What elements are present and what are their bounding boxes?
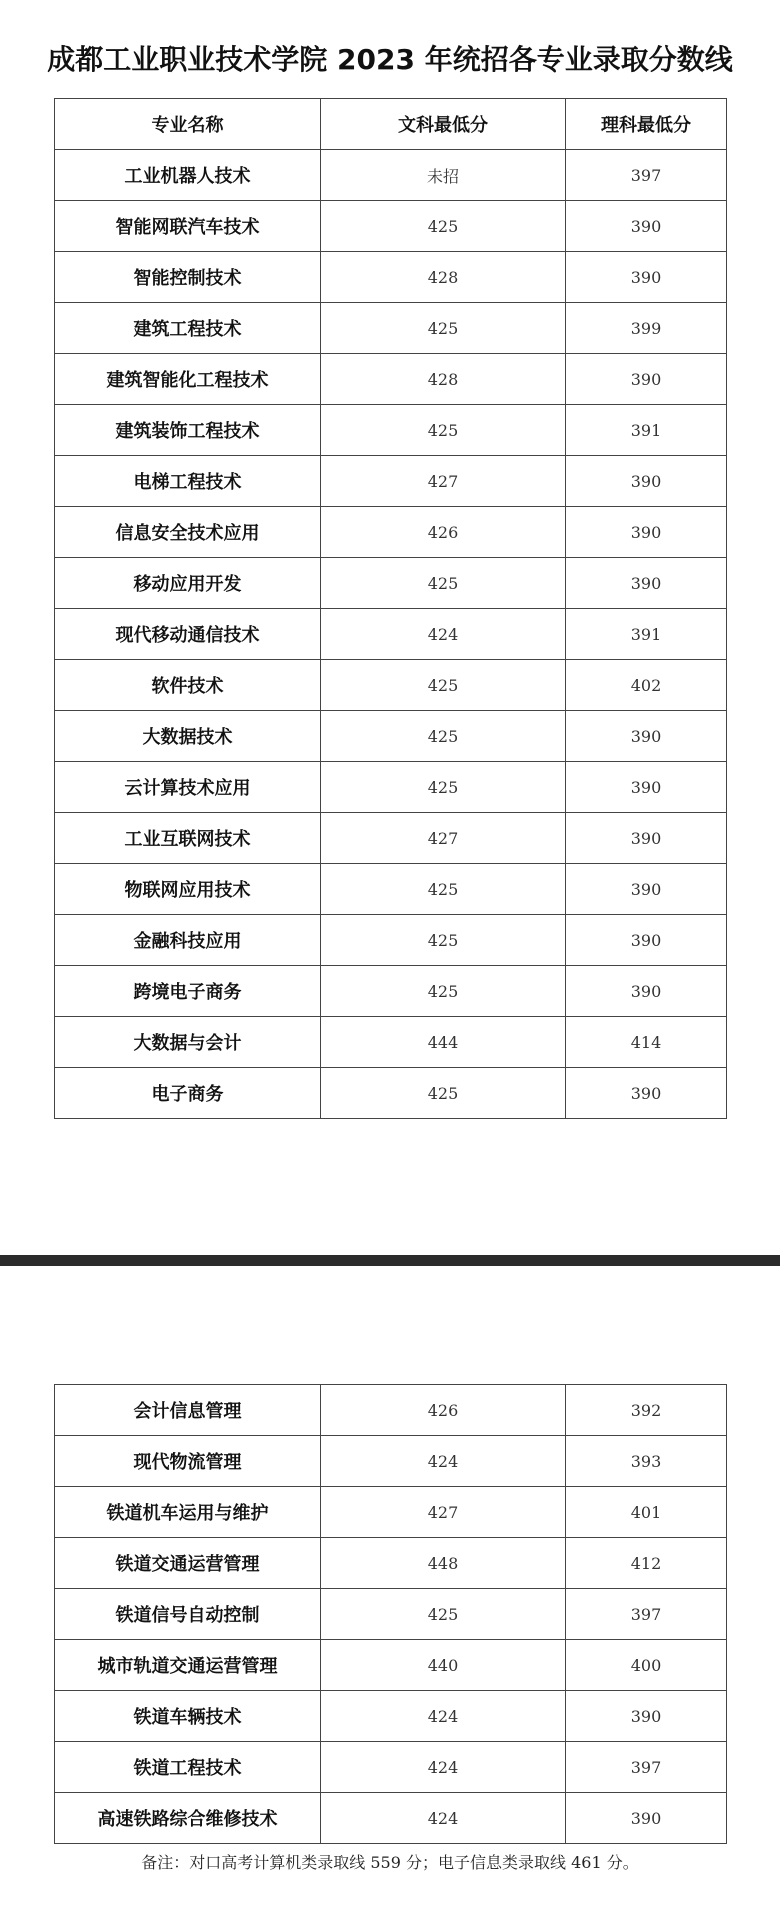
table-row <box>55 201 727 252</box>
arts-min-score-cell: 425 <box>321 558 566 609</box>
arts-min-score-cell: 427 <box>321 813 566 864</box>
science-min-score-cell: 390 <box>566 1691 727 1742</box>
science-min-score-cell: 397 <box>566 150 727 201</box>
page-title: 成都工业职业技术学院 2023 年统招各专业录取分数线 <box>47 43 733 76</box>
arts-min-score-cell: 425 <box>321 660 566 711</box>
science-min-score-cell: 414 <box>566 1017 727 1068</box>
science-min-score-cell: 390 <box>566 966 727 1017</box>
major-name-cell: 金融科技应用 <box>55 915 321 966</box>
arts-min-score-cell: 425 <box>321 711 566 762</box>
major-name-cell: 铁道交通运营管理 <box>55 1538 321 1589</box>
table-row <box>55 150 727 201</box>
science-min-score-cell: 392 <box>566 1385 727 1436</box>
science-min-score-cell: 390 <box>566 813 727 864</box>
major-name-cell: 铁道信号自动控制 <box>55 1589 321 1640</box>
arts-min-score-cell: 未招 <box>321 150 566 201</box>
science-min-score-cell: 397 <box>566 1589 727 1640</box>
science-min-score-cell: 390 <box>566 558 727 609</box>
arts-min-score-cell: 440 <box>321 1640 566 1691</box>
major-name-cell: 大数据与会计 <box>55 1017 321 1068</box>
major-name-cell: 城市轨道交通运营管理 <box>55 1640 321 1691</box>
science-min-score-cell: 412 <box>566 1538 727 1589</box>
header-major: 专业名称 <box>55 99 321 150</box>
table-row <box>55 354 727 405</box>
science-min-score-cell: 390 <box>566 864 727 915</box>
table-row <box>55 813 727 864</box>
table-row <box>55 1487 727 1538</box>
arts-min-score-cell: 424 <box>321 1436 566 1487</box>
table-row <box>55 1691 727 1742</box>
table-header-row <box>55 99 727 150</box>
table-row <box>55 558 727 609</box>
science-min-score-cell: 391 <box>566 405 727 456</box>
major-name-cell: 铁道工程技术 <box>55 1742 321 1793</box>
arts-min-score-cell: 425 <box>321 1068 566 1119</box>
table-row <box>55 1589 727 1640</box>
major-name-cell: 铁道机车运用与维护 <box>55 1487 321 1538</box>
arts-min-score-cell: 425 <box>321 762 566 813</box>
science-min-score-cell: 393 <box>566 1436 727 1487</box>
arts-min-score-cell: 425 <box>321 864 566 915</box>
arts-min-score-cell: 448 <box>321 1538 566 1589</box>
science-min-score-cell: 390 <box>566 1068 727 1119</box>
table-row <box>55 1538 727 1589</box>
table-row <box>55 405 727 456</box>
arts-min-score-cell: 425 <box>321 915 566 966</box>
major-name-cell: 工业互联网技术 <box>55 813 321 864</box>
major-name-cell: 建筑智能化工程技术 <box>55 354 321 405</box>
major-name-cell: 建筑工程技术 <box>55 303 321 354</box>
arts-min-score-cell: 425 <box>321 201 566 252</box>
table-row <box>55 456 727 507</box>
arts-min-score-cell: 425 <box>321 405 566 456</box>
science-min-score-cell: 400 <box>566 1640 727 1691</box>
arts-min-score-cell: 427 <box>321 456 566 507</box>
table-row <box>55 660 727 711</box>
arts-min-score-cell: 425 <box>321 303 566 354</box>
science-min-score-cell: 401 <box>566 1487 727 1538</box>
major-name-cell: 智能控制技术 <box>55 252 321 303</box>
table-row <box>55 1640 727 1691</box>
science-min-score-cell: 390 <box>566 507 727 558</box>
table-row <box>55 1017 727 1068</box>
arts-min-score-cell: 428 <box>321 354 566 405</box>
science-min-score-cell: 390 <box>566 711 727 762</box>
table-row <box>55 1742 727 1793</box>
table-row <box>55 762 727 813</box>
table-row <box>55 609 727 660</box>
major-name-cell: 云计算技术应用 <box>55 762 321 813</box>
major-name-cell: 信息安全技术应用 <box>55 507 321 558</box>
table-row <box>55 1793 727 1844</box>
table-row <box>55 303 727 354</box>
arts-min-score-cell: 424 <box>321 1691 566 1742</box>
science-min-score-cell: 390 <box>566 252 727 303</box>
table-row <box>55 915 727 966</box>
arts-min-score-cell: 424 <box>321 1742 566 1793</box>
footnote: 备注：对口高考计算机类录取线 559 分；电子信息类录取线 461 分。 <box>141 1853 639 1872</box>
major-name-cell: 电子商务 <box>55 1068 321 1119</box>
major-name-cell: 跨境电子商务 <box>55 966 321 1017</box>
major-name-cell: 工业机器人技术 <box>55 150 321 201</box>
major-name-cell: 现代物流管理 <box>55 1436 321 1487</box>
header-science-min: 理科最低分 <box>566 99 727 150</box>
table-row <box>55 1068 727 1119</box>
arts-min-score-cell: 426 <box>321 507 566 558</box>
table-row <box>55 1385 727 1436</box>
table-row <box>55 966 727 1017</box>
major-name-cell: 高速铁路综合维修技术 <box>55 1793 321 1844</box>
science-min-score-cell: 390 <box>566 1793 727 1844</box>
score-table-top <box>54 98 727 1119</box>
science-min-score-cell: 390 <box>566 354 727 405</box>
major-name-cell: 软件技术 <box>55 660 321 711</box>
section-divider <box>0 1255 780 1266</box>
science-min-score-cell: 390 <box>566 456 727 507</box>
table-row <box>55 711 727 762</box>
arts-min-score-cell: 424 <box>321 609 566 660</box>
major-name-cell: 大数据技术 <box>55 711 321 762</box>
table-row <box>55 1436 727 1487</box>
science-min-score-cell: 391 <box>566 609 727 660</box>
science-min-score-cell: 390 <box>566 915 727 966</box>
table-row <box>55 252 727 303</box>
major-name-cell: 电梯工程技术 <box>55 456 321 507</box>
major-name-cell: 会计信息管理 <box>55 1385 321 1436</box>
major-name-cell: 铁道车辆技术 <box>55 1691 321 1742</box>
score-table-bottom <box>54 1384 727 1844</box>
arts-min-score-cell: 425 <box>321 1589 566 1640</box>
table-row <box>55 507 727 558</box>
major-name-cell: 建筑装饰工程技术 <box>55 405 321 456</box>
major-name-cell: 现代移动通信技术 <box>55 609 321 660</box>
science-min-score-cell: 402 <box>566 660 727 711</box>
science-min-score-cell: 390 <box>566 762 727 813</box>
arts-min-score-cell: 426 <box>321 1385 566 1436</box>
header-arts-min: 文科最低分 <box>321 99 566 150</box>
arts-min-score-cell: 425 <box>321 966 566 1017</box>
table-row <box>55 864 727 915</box>
arts-min-score-cell: 424 <box>321 1793 566 1844</box>
science-min-score-cell: 390 <box>566 201 727 252</box>
major-name-cell: 物联网应用技术 <box>55 864 321 915</box>
science-min-score-cell: 399 <box>566 303 727 354</box>
arts-min-score-cell: 428 <box>321 252 566 303</box>
major-name-cell: 智能网联汽车技术 <box>55 201 321 252</box>
science-min-score-cell: 397 <box>566 1742 727 1793</box>
arts-min-score-cell: 444 <box>321 1017 566 1068</box>
major-name-cell: 移动应用开发 <box>55 558 321 609</box>
arts-min-score-cell: 427 <box>321 1487 566 1538</box>
